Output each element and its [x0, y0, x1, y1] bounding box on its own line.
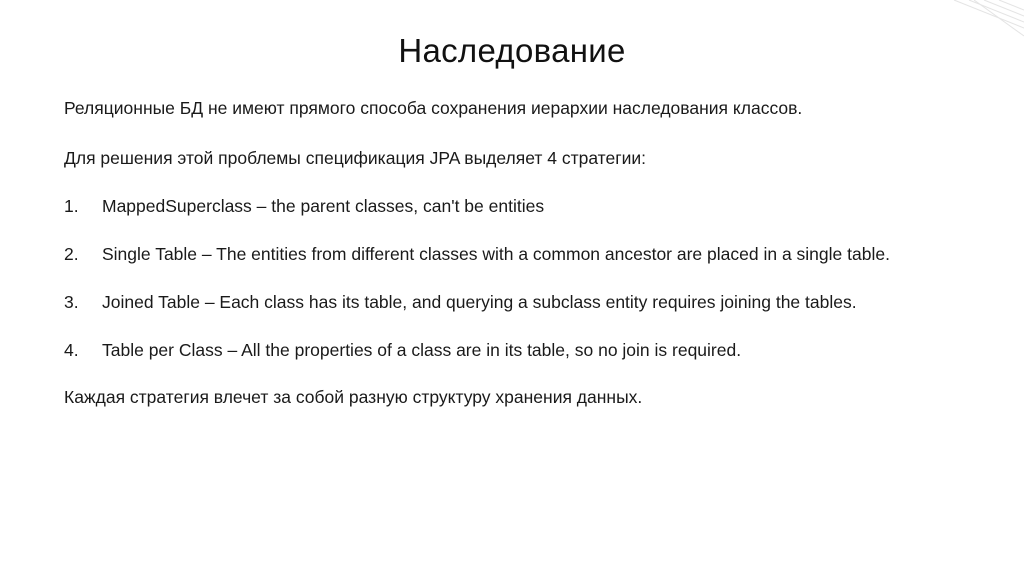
list-item-number: 1. — [64, 196, 79, 216]
intro-paragraph: Реляционные БД не имеют прямого способа сохранения иерархии наследования классов. — [64, 98, 803, 118]
list-item — [64, 243, 890, 265]
lead-paragraph: Для решения этой проблемы спецификация JPA выделяет 4 стратегии: — [64, 148, 647, 168]
list-item — [64, 291, 857, 313]
list-item-number: 2. — [64, 244, 79, 264]
list-item — [64, 195, 544, 217]
list-item-text: Single Table – The entities from different classes with a common ancestor are placed in a single table. — [102, 244, 890, 264]
list-item — [64, 339, 741, 361]
slide-title: Наследование — [398, 32, 626, 69]
list-item-text: MappedSuperclass – the parent classes, can't be entities — [102, 196, 545, 216]
list-item-text: Joined Table – Each class has its table, and querying a subclass entity requires joining the tables. — [102, 292, 857, 312]
list-item-text: Table per Class – All the properties of a class are in its table, so no join is required. — [102, 340, 742, 360]
list-item-number: 4. — [64, 340, 79, 360]
conclusion-paragraph: Каждая стратегия влечет за собой разную структуру хранения данных. — [64, 387, 643, 407]
list-item-number: 3. — [64, 292, 79, 312]
